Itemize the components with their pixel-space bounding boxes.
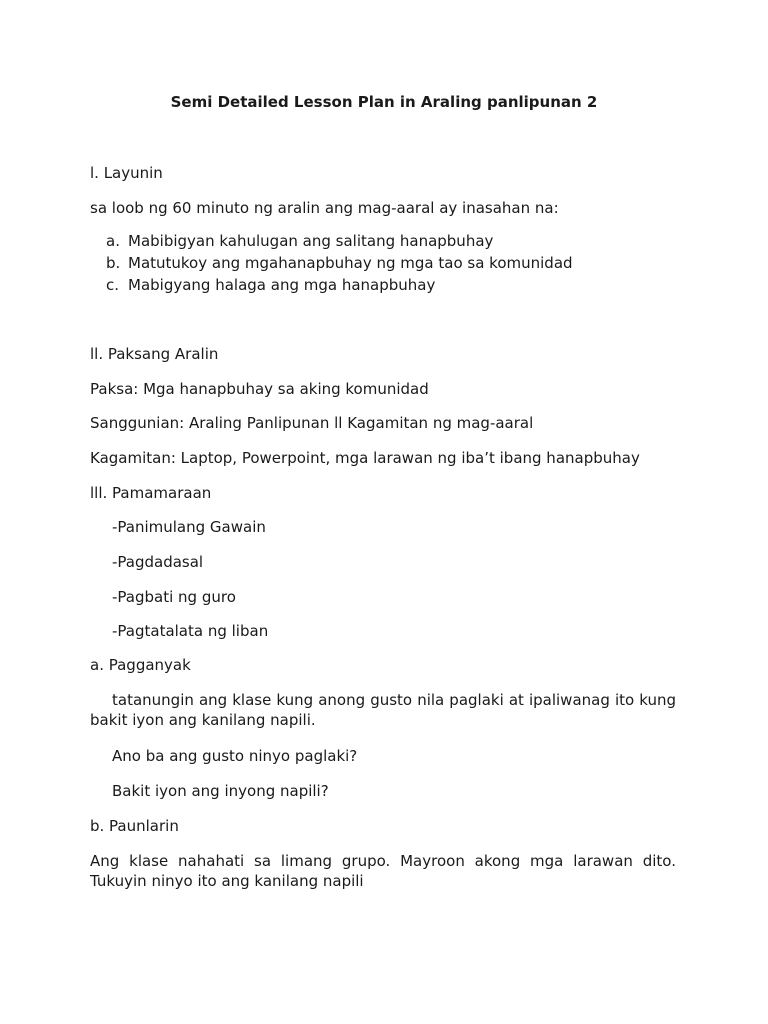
procedure-step: -Pagtatalata ng liban [112, 622, 269, 640]
objective-item [106, 231, 493, 251]
procedure-step: -Panimulang Gawain [112, 518, 266, 536]
layunin-intro: sa loob ng 60 minuto ng aralin ang mag-aaral ay inasahan na: [90, 199, 559, 217]
pagganyak-question: Ano ba ang gusto ninyo paglaki? [112, 747, 358, 765]
objective-item [106, 275, 435, 295]
list-marker: a. [106, 232, 120, 250]
section-heading-layunin: l. Layunin [90, 164, 163, 182]
subsection-heading-paunlarin: b. Paunlarin [90, 817, 179, 835]
objective-text: Mabigyang halaga ang mga hanapbuhay [128, 276, 436, 294]
procedure-step: -Pagdadasal [112, 553, 204, 571]
pagganyak-question: Bakit iyon ang inyong napili? [112, 782, 329, 800]
pagganyak-paragraph: tatanungin ang klase kung anong gusto nila paglaki at ipaliwanag ito kung bakit iyon ang kanilang napili. [90, 691, 676, 729]
list-marker: b. [106, 254, 121, 272]
document-title: Semi Detailed Lesson Plan in Araling panlipunan 2 [170, 93, 598, 111]
objective-item [106, 253, 573, 273]
list-marker: c. [106, 276, 120, 294]
objective-text: Matutukoy ang mgahanapbuhay ng mga tao sa komunidad [128, 254, 573, 272]
subsection-heading-pagganyak: a. Pagganyak [90, 656, 191, 674]
sanggunian-line: Sanggunian: Araling Panlipunan ll Kagamitan ng mag-aaral [90, 414, 534, 432]
paunlarin-paragraph: Ang klase nahahati sa limang grupo. Mayroon akong mga larawan dito. Tukuyin ninyo ito ang kanilang napili [90, 852, 676, 890]
procedure-step: -Pagbati ng guro [112, 588, 236, 606]
paksa-line: Paksa: Mga hanapbuhay sa aking komunidad [90, 380, 429, 398]
objective-text: Mabibigyan kahulugan ang salitang hanapbuhay [128, 232, 494, 250]
section-heading-pamamaraan: lll. Pamamaraan [90, 484, 212, 502]
section-heading-paksang-aralin: ll. Paksang Aralin [90, 345, 219, 363]
kagamitan-line: Kagamitan: Laptop, Powerpoint, mga larawan ng iba’t ibang hanapbuhay [90, 449, 640, 467]
